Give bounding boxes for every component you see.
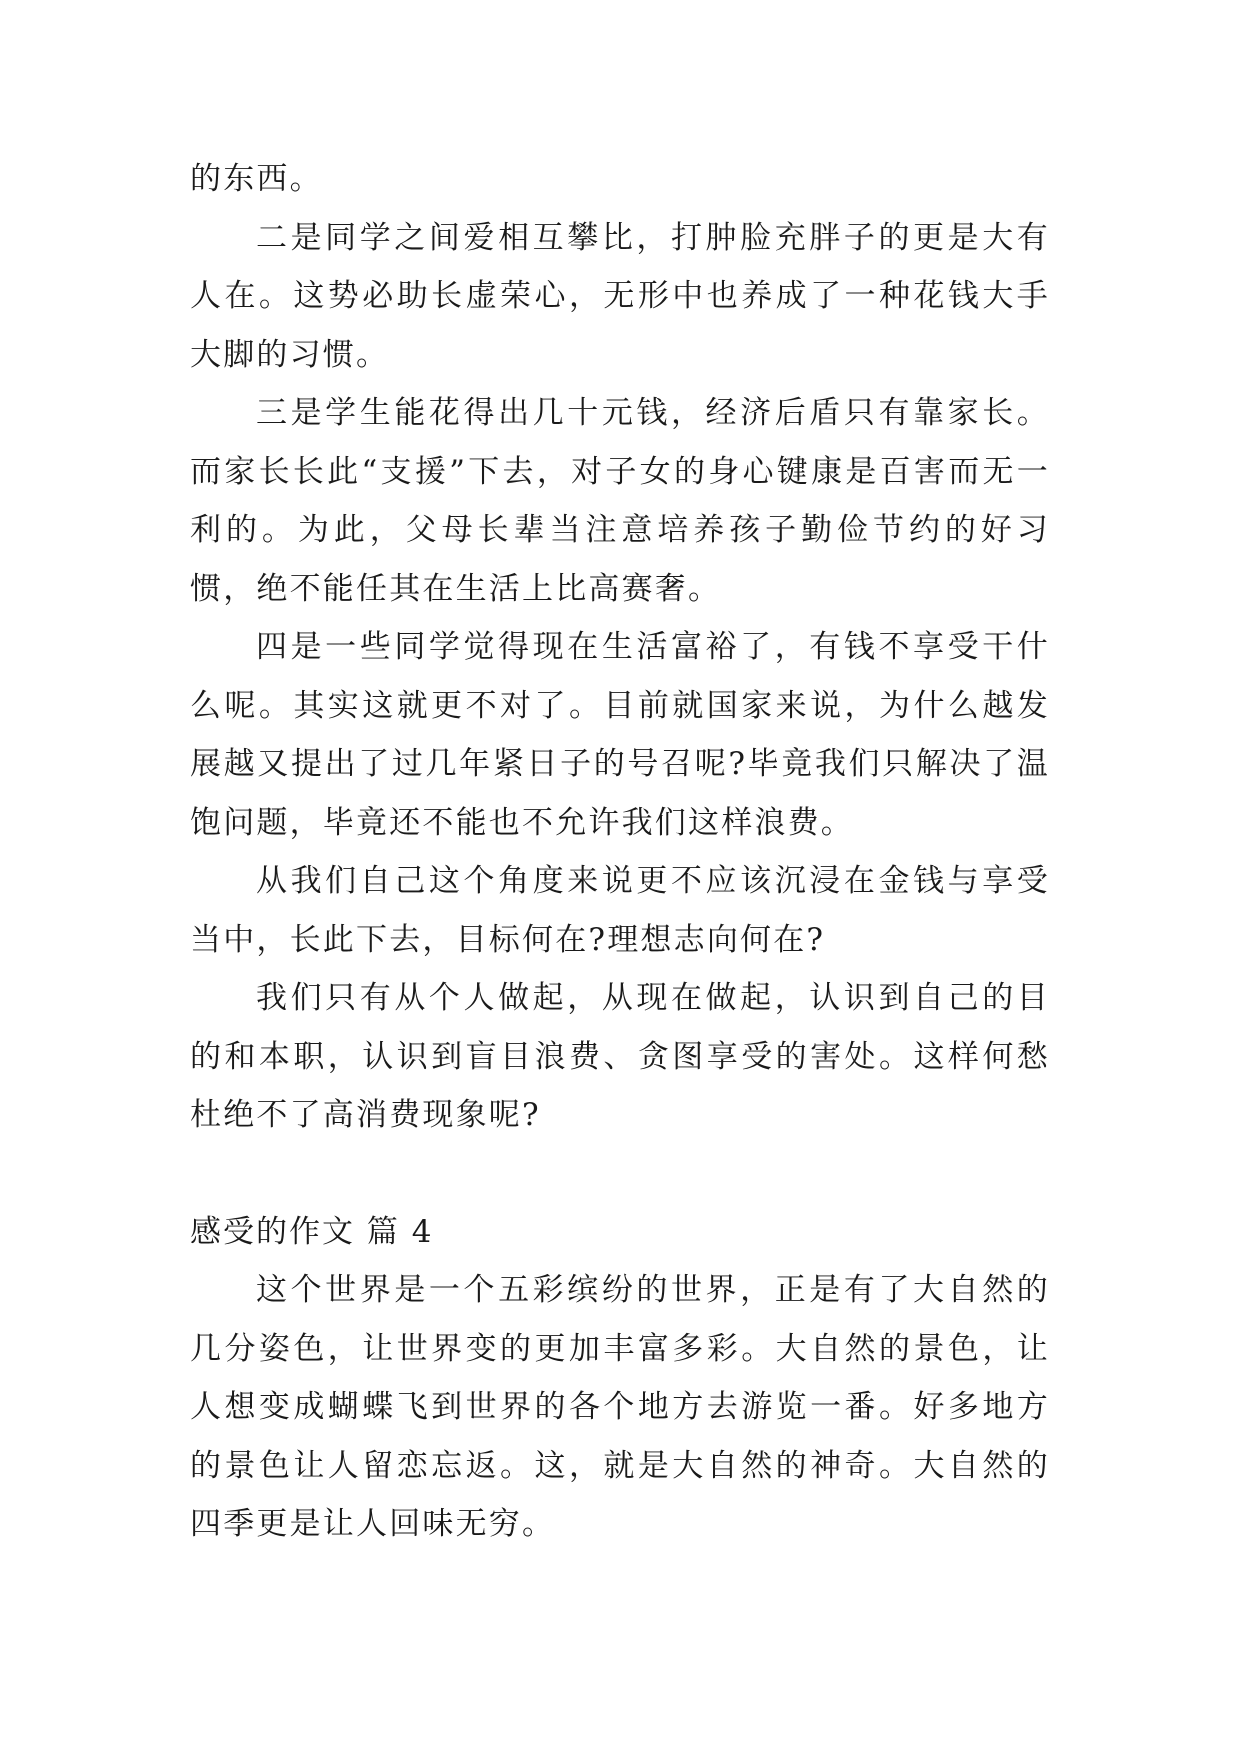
section-heading: 感受的作文 篇 4 — [190, 1213, 434, 1250]
paragraph-third-point: 三是学生能花得出几十元钱，经济后盾只有靠家长。而家长长此“支援”下去，对子女的身心键康是百害而无一利的。为此，父母长辈当注意培养孩子勤俭节约的好习惯，绝不能任其在生活上比高赛奢。 — [190, 395, 1050, 607]
paragraph-continuation: 的东西。 — [190, 161, 323, 197]
paragraph-conclusion: 我们只有从个人做起，从现在做起，认识到自己的目的和本职，认识到盲目浪费、贪图享受的害处。这样何愁杜绝不了高消费现象呢? — [190, 980, 1050, 1133]
paragraph-fourth-point: 四是一些同学觉得现在生活富裕了，有钱不享受干什么呢。其实这就更不对了。目前就国家来说，为什么越发展越又提出了过几年紧日子的号召呢?毕竟我们只解决了温饱问题，毕竟还不能也不允许我们这样浪费。 — [190, 629, 1050, 841]
paragraph-nature-intro: 这个世界是一个五彩缤纷的世界，正是有了大自然的几分姿色，让世界变的更加丰富多彩。大自然的景色，让人想变成蝴蝶飞到世界的各个地方去游览一番。好多地方的景色让人留恋忘返。这，就是大自然的神奇。大自然的四季更是让人回味无穷。 — [190, 1272, 1050, 1542]
paragraph-second-point: 二是同学之间爱相互攀比，打肿脸充胖子的更是大有人在。这势必助长虚荣心，无形中也养成了一种花钱大手大脚的习惯。 — [190, 219, 1050, 373]
paragraph-perspective: 从我们自己这个角度来说更不应该沉浸在金钱与享受当中，长此下去，目标何在?理想志向何在? — [190, 863, 1050, 958]
document-body — [190, 150, 1050, 1554]
